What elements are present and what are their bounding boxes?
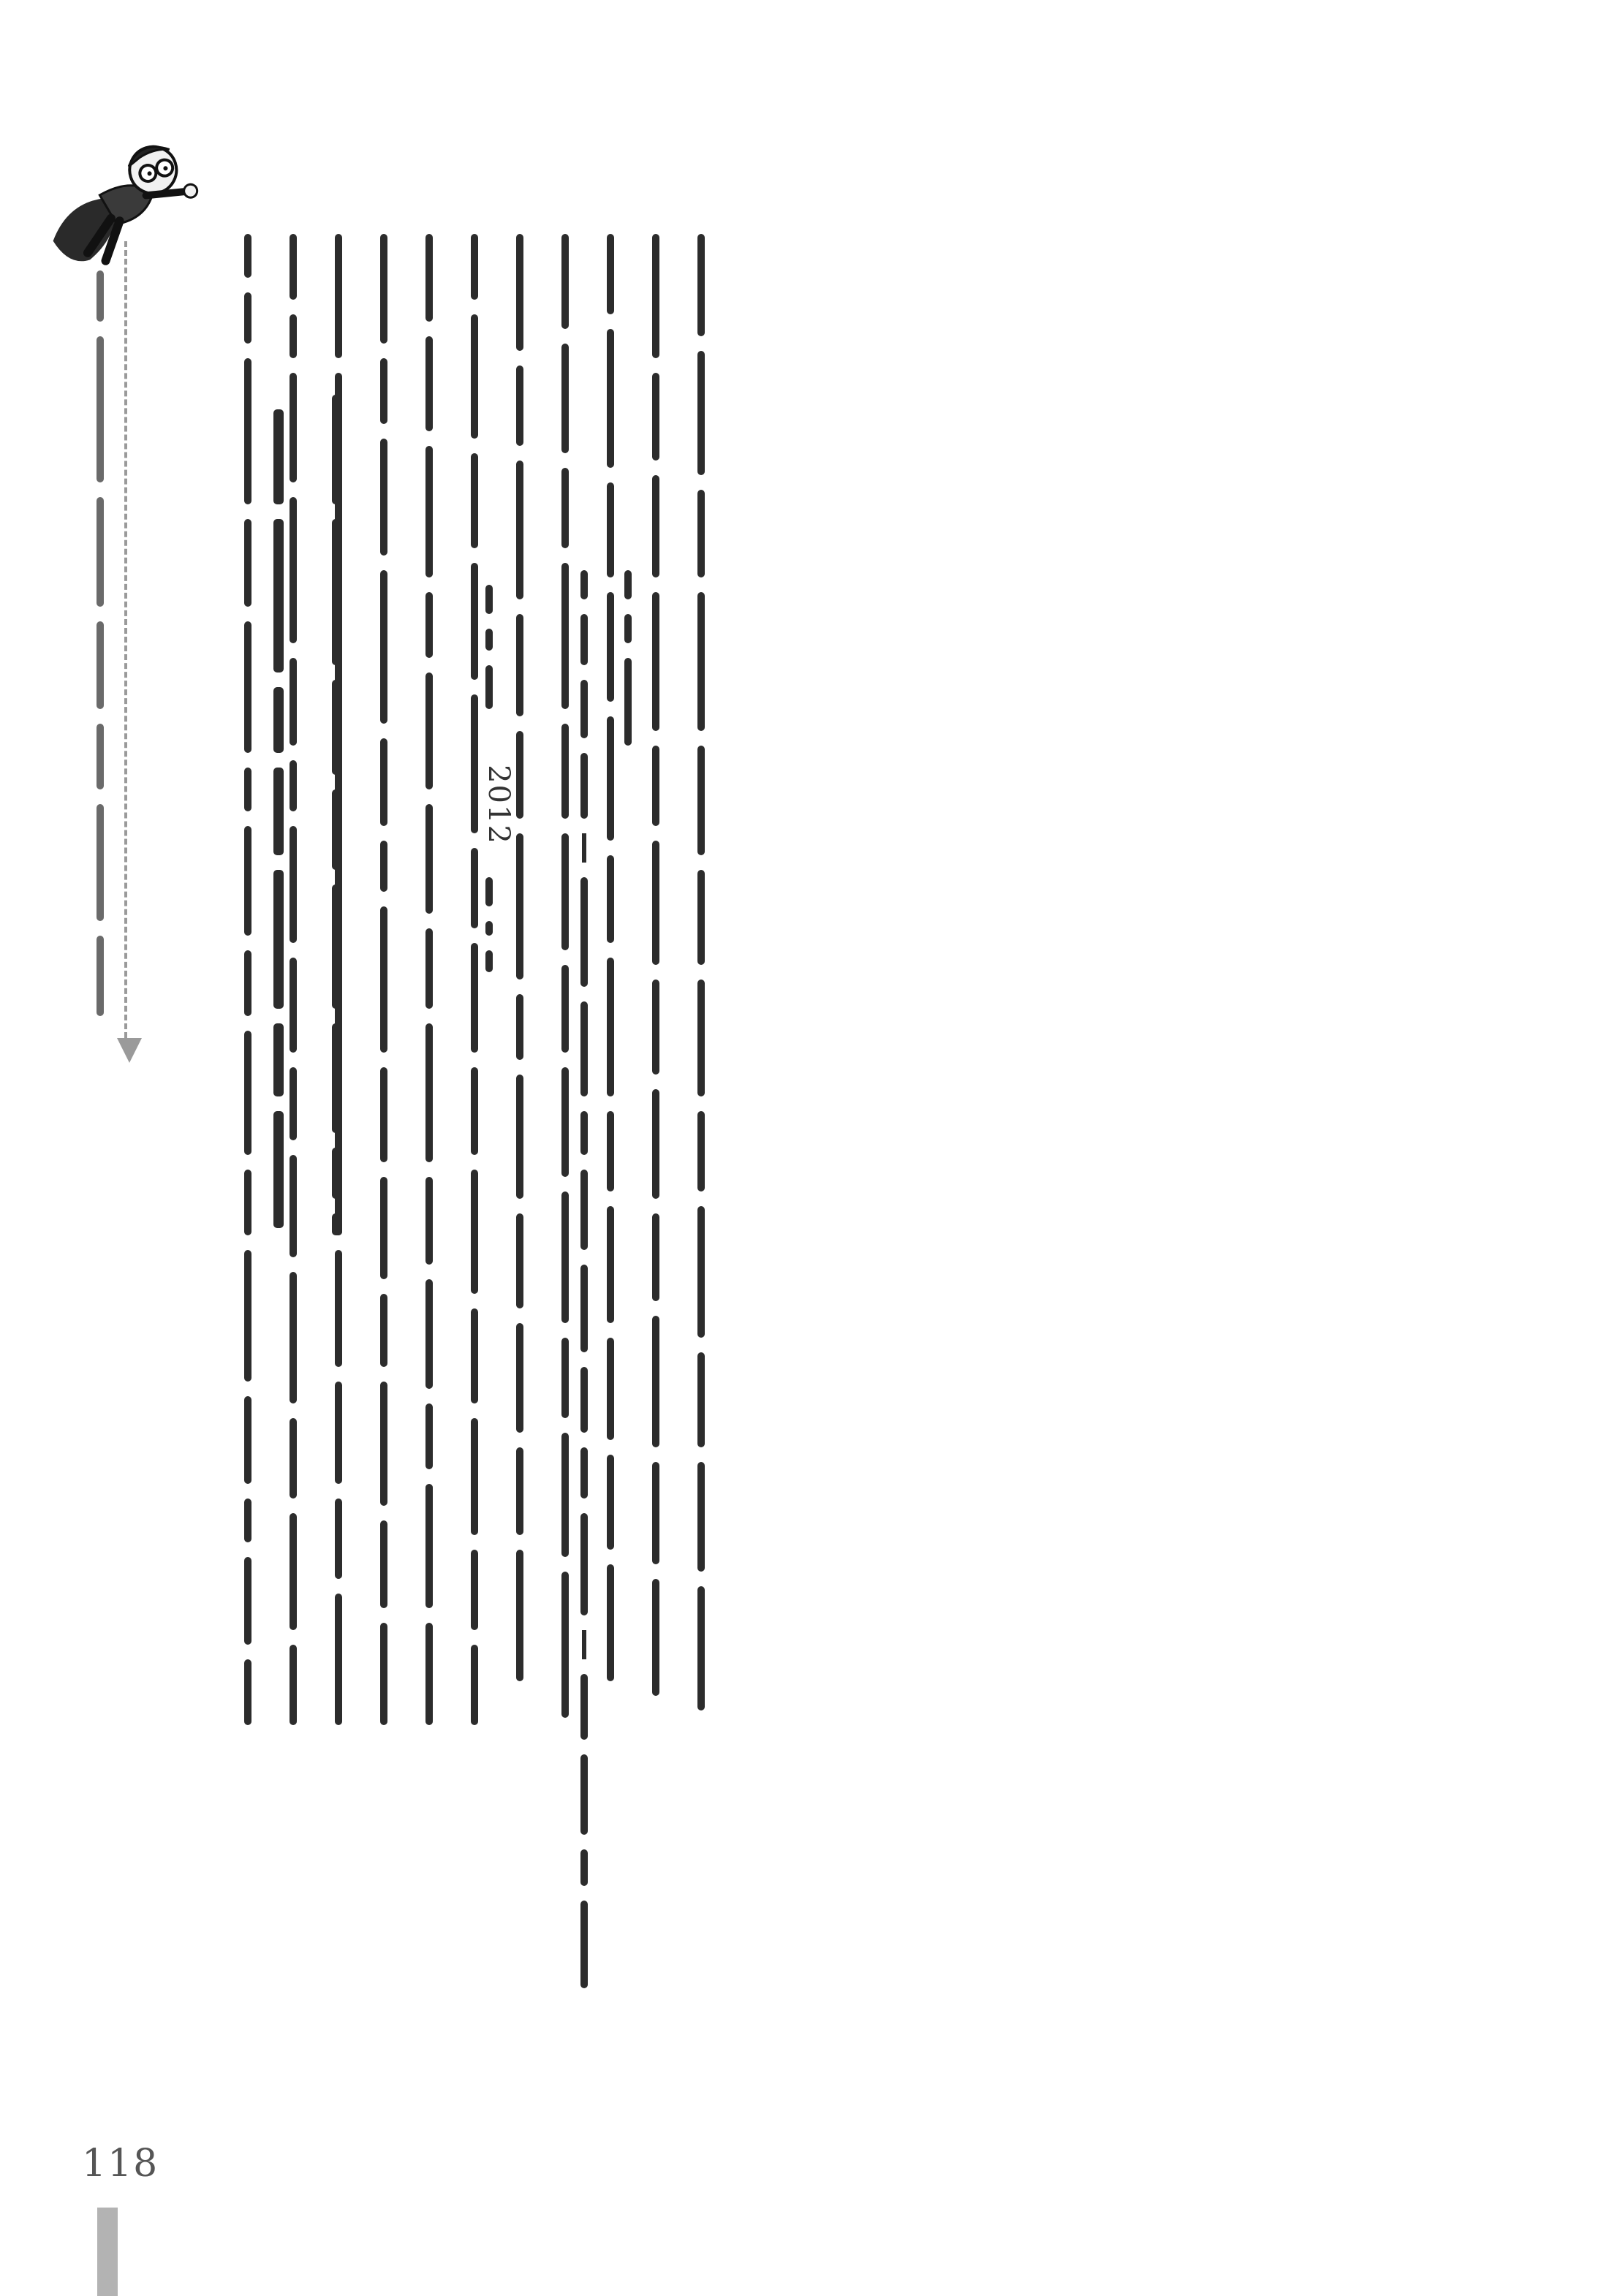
byline-column xyxy=(570,570,598,2251)
mascot-illustration xyxy=(29,132,205,270)
date-column xyxy=(475,877,503,980)
date-column xyxy=(475,585,503,746)
guide-arrow-icon xyxy=(117,1038,142,1063)
date-year-text: 2012 xyxy=(482,765,515,845)
page-tab-bar xyxy=(97,2208,118,2296)
page-number: 118 xyxy=(82,2142,159,2186)
running-header-column xyxy=(86,270,114,1038)
byline-column xyxy=(614,570,642,789)
date-year xyxy=(475,753,519,855)
running-header-guide xyxy=(124,241,127,1038)
